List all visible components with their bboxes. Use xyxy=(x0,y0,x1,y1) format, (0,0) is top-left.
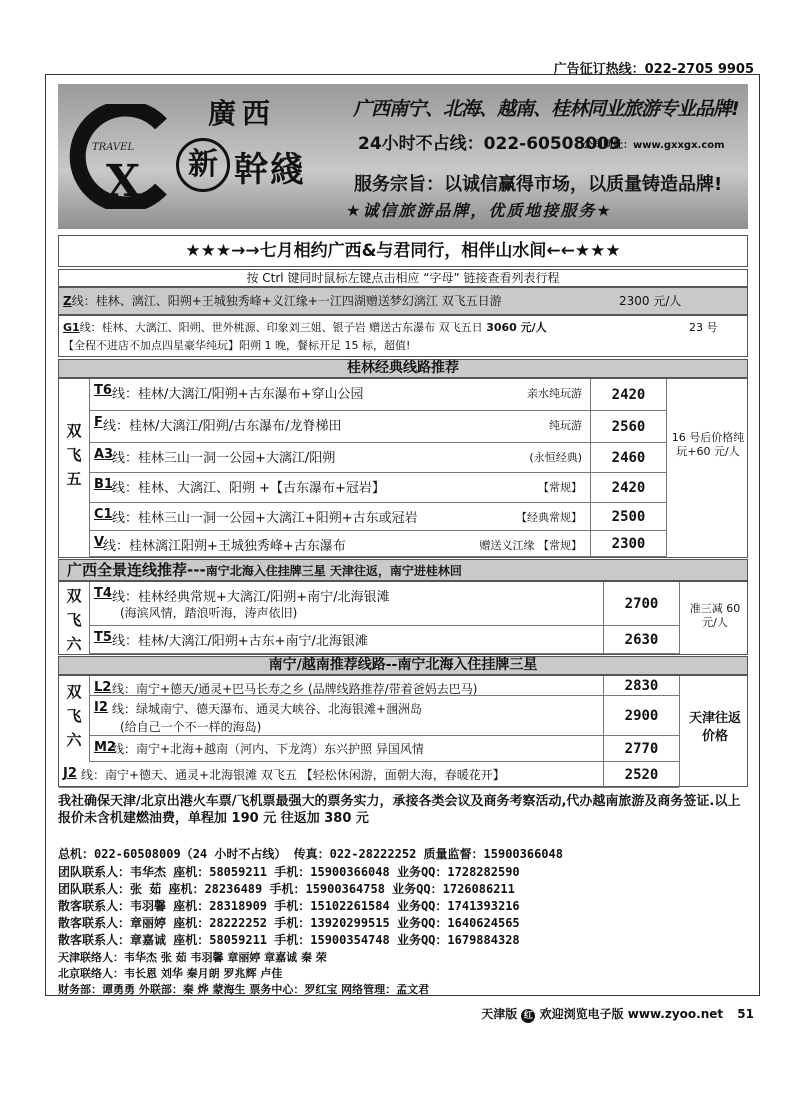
contact-section xyxy=(58,793,748,996)
route-row[interactable] xyxy=(59,762,679,788)
ctrl-hint: 按 Ctrl 键同时鼠标左键点击相应 “字母” 链接查看列表行程 xyxy=(58,269,748,287)
route-text: 线：南宁+北海+越南（河内、下龙湾）东兴护照 异国风情 xyxy=(112,742,424,756)
footer-edition: 天津版 xyxy=(481,1007,518,1021)
route-row[interactable] xyxy=(90,443,666,473)
z-line-row[interactable] xyxy=(58,287,748,315)
contact-staff-row: 团队联系人：张 茹 座机：28236489 手机：15900364758 业务QQ：1726086211 xyxy=(58,882,515,896)
logo-x: X xyxy=(106,156,141,207)
banner-website[interactable]: 公司网址：www.gxxgx.com xyxy=(583,140,725,151)
route-code[interactable]: F xyxy=(94,415,103,430)
z-line-code[interactable]: Z xyxy=(63,294,72,308)
route-code[interactable]: A3 xyxy=(94,447,114,462)
route-code[interactable]: J2 xyxy=(63,766,77,781)
banner-slogan-brand: 广西南宁、北海、越南、桂林同业旅游专业品牌! xyxy=(353,98,739,120)
page-title: ★★★→→七月相约广西&与君同行，相伴山水间←←★★★ xyxy=(58,235,748,267)
banner-hotline: 24小时不占线：022-60508009 xyxy=(358,134,621,154)
route-price: 2300 xyxy=(590,531,666,557)
route-text: 线：南宁+德天、通灵+北海银滩 双飞五 【轻松休闲游，面朝大海，春暖花开】 xyxy=(81,768,505,782)
nanning-side-note: 天津往返价格 xyxy=(688,711,741,744)
banner-slogan-quality: ★诚信旅游品牌，优质地接服务★ xyxy=(346,201,613,220)
contact-staff-row: 团队联系人：韦华杰 座机：58059211 手机：15900366048 业务QQ：1728282590 xyxy=(58,865,520,879)
ad-hotline: 广告征订热线：022-2705 9905 xyxy=(553,62,754,77)
route-price: 2770 xyxy=(603,736,679,762)
route-row[interactable] xyxy=(90,411,666,443)
g1-line-date: 23 号 xyxy=(689,321,718,334)
guilin-heading: 桂林经典线路推荐 xyxy=(58,359,748,378)
contact-staff-row: 散客联系人：韦羽馨 座机：28318909 手机：15102261584 业务QQ：1741393216 xyxy=(58,899,520,913)
route-text: 线：桂林三山一洞一公园+大漓江+阳朔+古东或冠岩 xyxy=(112,511,418,526)
route-row[interactable] xyxy=(90,473,666,503)
guilin-side-label: 双 飞 五 xyxy=(66,422,82,488)
route-text: 线：桂林/大漓江/阳朔/古东瀑布/龙脊梯田 xyxy=(103,419,342,434)
route-code[interactable]: B1 xyxy=(94,477,113,492)
logo-travel: TRAVEL xyxy=(92,142,135,153)
footer-text[interactable]: 欢迎浏览电子版 www.zyoo.net xyxy=(539,1007,724,1021)
route-code[interactable]: T4 xyxy=(94,586,112,601)
route-code[interactable]: L2 xyxy=(94,680,112,695)
guilin-side-note: 16 号后价格纯玩+60 元/人 xyxy=(671,431,745,458)
route-code[interactable]: C1 xyxy=(94,507,113,522)
route-tag: 纯玩游 xyxy=(549,419,582,432)
route-price: 2420 xyxy=(590,473,666,503)
route-price: 2500 xyxy=(590,503,666,531)
guilin-table xyxy=(58,378,748,558)
nanning-table xyxy=(58,675,748,787)
route-text: 线：桂林、大漓江、阳朔 +【古东瀑布+冠岩】 xyxy=(112,481,385,496)
route-price: 2900 xyxy=(603,696,679,736)
panorama-heading-main: 广西全景连线推荐--- xyxy=(67,561,206,579)
route-code[interactable]: T6 xyxy=(94,383,112,398)
banner xyxy=(58,84,748,229)
contact-staff-row: 散客联系人：章嘉诚 座机：58059211 手机：15900354748 业务QQ：1679884328 xyxy=(58,933,520,947)
panorama-side-note: 准三减 60 元/人 xyxy=(689,602,741,629)
panorama-table xyxy=(58,581,748,655)
route-subtitle: (给自己一个不一样的海岛) xyxy=(120,720,262,734)
route-row[interactable] xyxy=(90,582,679,626)
contact-staff-row: 散客联系人：章丽婷 座机：28222252 手机：13920299515 业务QQ：1640624565 xyxy=(58,916,520,930)
z-line-text: 线：桂林、漓江、阳朔+王城独秀峰+义江缘+一江四湖赠送梦幻漓江 双飞五日游 xyxy=(71,294,502,308)
route-price: 2560 xyxy=(590,411,666,443)
route-price: 2420 xyxy=(590,379,666,411)
page-number: 51 xyxy=(737,1007,754,1021)
route-tag: 赠送义江缘 【常规】 xyxy=(479,539,582,552)
route-tag: 【常规】 xyxy=(538,481,582,494)
route-text: 线：桂林漓江阳朔+王城独秀峰+古东瀑布 xyxy=(103,539,346,554)
route-subtitle: (海滨风情，踏浪听海，涛声依旧) xyxy=(120,606,298,620)
g1-line-price: 3060 元/人 xyxy=(486,321,547,334)
nanning-heading: 南宁/越南推荐线路--南宁北海入住挂牌三星 xyxy=(58,656,748,675)
route-text: 线：南宁+德天/通灵+巴马长寿之乡 (品牌线路推荐/带着爸妈去巴马) xyxy=(112,682,478,696)
route-text: 线：桂林三山一洞一公园+大漓江/阳朔 xyxy=(112,451,336,466)
route-text: 线：桂林经典常规+大漓江/阳朔+南宁/北海银滩 xyxy=(112,590,390,605)
route-row[interactable] xyxy=(90,531,666,557)
route-code[interactable]: T5 xyxy=(94,630,112,645)
route-text: 线：桂林/大漓江/阳朔+古东+南宁/北海银滩 xyxy=(112,634,368,649)
z-line-price: 2300 元/人 xyxy=(619,294,682,308)
route-code[interactable]: M2 xyxy=(94,740,116,755)
route-row[interactable] xyxy=(90,736,679,762)
g1-line-row[interactable] xyxy=(58,315,748,357)
route-price: 2460 xyxy=(590,443,666,473)
contact-beijing: 北京联络人：韦长恩 刘华 秦月朗 罗兆辉 卢佳 xyxy=(58,967,283,980)
route-tag: (永恒经典) xyxy=(529,451,582,464)
route-price: 2830 xyxy=(603,676,679,696)
route-code[interactable]: V xyxy=(94,535,105,550)
contact-main: 总机：022-60508009（24 小时不占线） 传真：022-28222252 质量监督：15900366048 xyxy=(58,847,563,861)
route-tag: 亲水纯玩游 xyxy=(527,387,582,400)
route-row[interactable] xyxy=(90,503,666,531)
route-code[interactable]: I2 xyxy=(94,700,108,715)
page-footer xyxy=(481,1005,754,1023)
panorama-heading xyxy=(58,559,748,581)
route-row[interactable] xyxy=(90,676,679,696)
panorama-side-label: 双 飞 六 xyxy=(66,587,82,653)
route-tag: 【经典常规】 xyxy=(516,511,582,524)
route-price: 2700 xyxy=(603,582,679,626)
ad-frame xyxy=(45,74,760,996)
nanning-side-label: 双 飞 六 xyxy=(66,683,82,749)
route-row[interactable] xyxy=(90,696,679,736)
contact-tianjin: 天津联络人：韦华杰 张 茹 韦羽馨 章丽婷 章嘉诚 秦 荣 xyxy=(58,951,327,964)
g1-line-note: 【全程不进店不加点四星豪华纯玩】阳朔 1 晚，餐标开足 15 标，超值! xyxy=(63,339,411,352)
route-row[interactable] xyxy=(90,379,666,411)
g1-line-text: 线：桂林、大漓江、阳朔、世外桃源、印象刘三姐、银子岩 赠送古东瀑布 双飞五日 xyxy=(79,321,483,334)
banner-slogan-service: 服务宗旨：以诚信赢得市场，以质量铸造品牌! xyxy=(354,174,723,195)
logo-ganxian: 幹綫 xyxy=(234,150,306,190)
contact-finance: 财务部：谭勇勇 外联部：秦 烨 蒙海生 票务中心：罗红宝 网络管理：孟文君 xyxy=(58,983,430,996)
route-text: 线：桂林/大漓江/阳朔+古东瀑布+穿山公园 xyxy=(112,387,364,402)
route-price: 2630 xyxy=(603,626,679,654)
route-price: 2520 xyxy=(603,762,679,788)
route-text: 线：绿城南宁、德天瀑布、通灵大峡谷、北海银滩+涠洲岛 xyxy=(112,702,423,716)
route-row[interactable] xyxy=(90,626,679,654)
logo-xin: 新 xyxy=(176,138,230,192)
footer-badge-icon: 红 xyxy=(521,1009,535,1023)
g1-line-code[interactable]: G1 xyxy=(63,321,80,334)
contact-paragraph: 我社确保天津/北京出港火车票/飞机票最强大的票务实力，承接各类会议及商务考察活动,代办越南旅游及商务签证.以上报价未含机建燃油费，单程加 190 元 往返加 380 元 xyxy=(58,794,741,826)
panorama-heading-sub: 南宁北海入住挂牌三星 天津往返，南宁进桂林回 xyxy=(205,564,462,578)
logo-guangxi: 廣西 xyxy=(208,97,277,130)
